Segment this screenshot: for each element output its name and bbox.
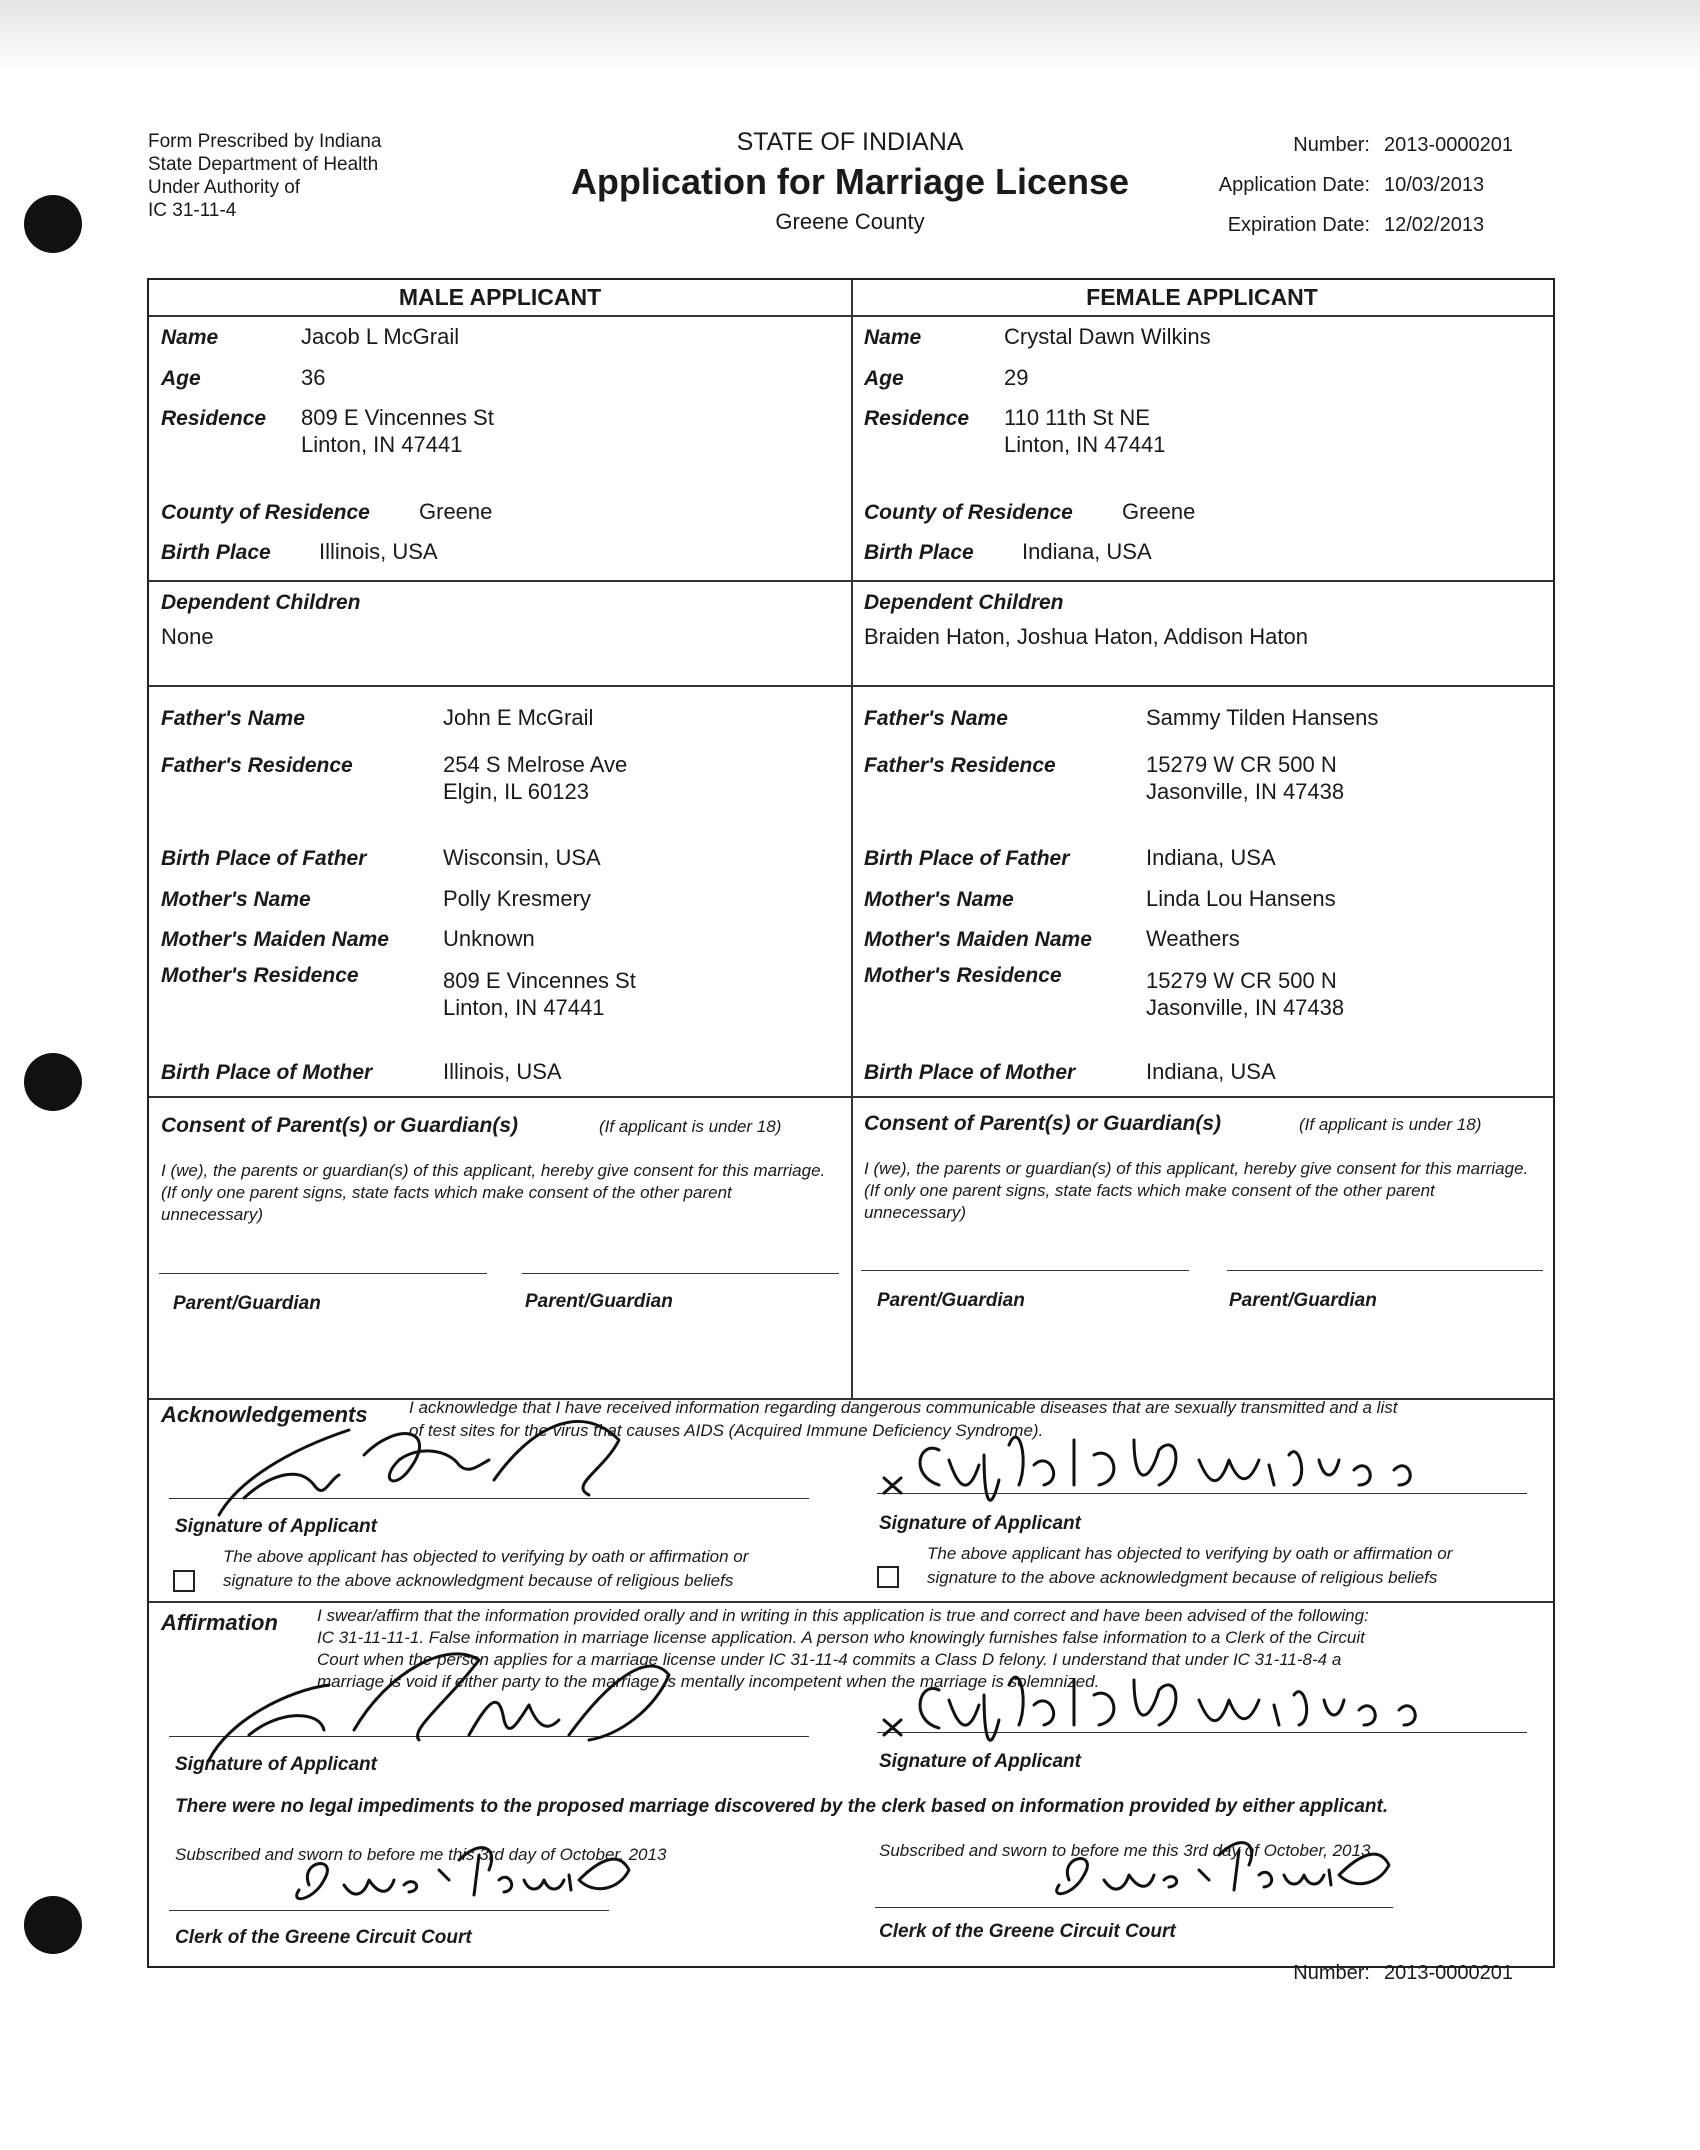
male-age-value: 36 xyxy=(301,365,326,390)
male-mothers-name-label: Mother's Name xyxy=(161,888,311,911)
male-subscribed-text: Subscribed and sworn to before me this 3rd day of October, 2013 xyxy=(175,1845,667,1864)
female-mothers-residence-line-1: 15279 W CR 500 N xyxy=(1146,968,1337,993)
male-fathers-name-label: Father's Name xyxy=(161,707,305,730)
footer-number xyxy=(1170,1962,1513,1985)
male-residence-line-2: Linton, IN 47441 xyxy=(301,432,463,457)
county-name: Greene County xyxy=(775,209,925,234)
acknowledgements-text-2: of test sites for the virus that causes AIDS (Acquired Immune Deficiency Syndrome). xyxy=(409,1421,1044,1440)
female-affirmation-signature-stroke xyxy=(884,1677,1415,1740)
punch-hole xyxy=(24,1053,82,1111)
state-name: STATE OF INDIANA xyxy=(736,128,964,156)
male-county-value: Greene xyxy=(419,499,493,524)
male-residence-line-1: 809 E Vincennes St xyxy=(301,405,494,430)
female-fathers-name-value: Sammy Tilden Hansens xyxy=(1146,705,1379,730)
male-mothers-maiden-name-value: Unknown xyxy=(443,926,535,951)
female-fathers-residence-line-1: 15279 W CR 500 N xyxy=(1146,752,1337,777)
male-fathers-residence-line-2: Elgin, IL 60123 xyxy=(443,779,589,804)
female-birth-place-father-value: Indiana, USA xyxy=(1146,845,1276,870)
application-form xyxy=(147,278,1555,1968)
female-parent-guardian-label: Parent/Guardian xyxy=(877,1290,1025,1311)
form-meta xyxy=(1170,134,1513,254)
handwritten-signatures xyxy=(149,280,1553,1966)
form-authority xyxy=(148,130,381,222)
male-name-value: Jacob L McGrail xyxy=(301,324,460,349)
application-date-value: 10/03/2013 xyxy=(1384,174,1485,196)
female-county-value: Greene xyxy=(1122,499,1196,524)
male-objection-text-2: signature to the above acknowledgment because of religious beliefs xyxy=(223,1571,734,1590)
female-ack-signature-stroke xyxy=(884,1437,1410,1500)
acknowledgements-title: Acknowledgements xyxy=(161,1402,368,1427)
affirmation-text-2: IC 31-11-11-1. False information in marriage license application. A person who knowingly furnishes false information to a Clerk of the Circuit xyxy=(317,1628,1365,1647)
application-date-row xyxy=(1170,174,1513,214)
female-consent-title: Consent of Parent(s) or Guardian(s) xyxy=(864,1112,1222,1135)
female-birth-place-value: Indiana, USA xyxy=(1022,539,1152,564)
male-birth-place-label: Birth Place xyxy=(161,541,271,564)
form-authority-line: Under Authority of xyxy=(148,177,301,198)
punch-hole xyxy=(24,195,82,253)
male-fathers-residence-label: Father's Residence xyxy=(161,754,353,777)
male-birth-place-father-label: Birth Place of Father xyxy=(161,847,367,870)
affirmation-text-4: marriage is void if either party to the marriage is mentally incompetent when the marriage is solemnized. xyxy=(317,1672,1100,1691)
form-authority-line: State Department of Health xyxy=(148,154,379,175)
male-consent-title: Consent of Parent(s) or Guardian(s) xyxy=(161,1114,519,1137)
affirmation-text-1: I swear/affirm that the information provided orally and in writing in this application is true and correct and have been advised of the following: xyxy=(317,1606,1369,1625)
number-row xyxy=(1170,134,1513,174)
male-mothers-residence-label: Mother's Residence xyxy=(161,964,359,987)
application-date-label: Application Date: xyxy=(1218,174,1370,196)
male-applicant-heading: MALE APPLICANT xyxy=(398,284,602,310)
male-mothers-name-value: Polly Kresmery xyxy=(443,886,591,911)
male-birth-place-value: Illinois, USA xyxy=(319,539,438,564)
male-parent-guardian-label: Parent/Guardian xyxy=(173,1293,321,1314)
expiration-date-row xyxy=(1170,214,1513,254)
female-residence-label: Residence xyxy=(864,407,970,430)
male-affirmation-signature-label: Signature of Applicant xyxy=(175,1754,377,1775)
female-fathers-name-label: Father's Name xyxy=(864,707,1008,730)
male-parent-guardian-label: Parent/Guardian xyxy=(525,1291,673,1312)
expiration-date-value: 12/02/2013 xyxy=(1384,214,1485,236)
female-mothers-name-value: Linda Lou Hansens xyxy=(1146,886,1336,911)
female-parent-guardian-label: Parent/Guardian xyxy=(1229,1290,1377,1311)
female-name-label: Name xyxy=(864,326,922,349)
female-affirmation-signature-label: Signature of Applicant xyxy=(879,1751,1081,1772)
male-fathers-name-value: John E McGrail xyxy=(443,705,594,730)
female-mothers-residence-line-2: Jasonville, IN 47438 xyxy=(1146,995,1345,1020)
female-mothers-residence-label: Mother's Residence xyxy=(864,964,1062,987)
form-authority-line: IC 31-11-4 xyxy=(148,200,237,221)
male-age-label: Age xyxy=(161,367,201,390)
male-fathers-residence-line-1: 254 S Melrose Ave xyxy=(443,752,628,777)
female-dependent-children-label: Dependent Children xyxy=(864,591,1064,614)
female-birth-place-father-label: Birth Place of Father xyxy=(864,847,1070,870)
female-residence-line-2: Linton, IN 47441 xyxy=(1004,432,1166,457)
male-objection-text-1: The above applicant has objected to verifying by oath or affirmation or xyxy=(223,1547,749,1566)
male-mothers-residence-line-2: Linton, IN 47441 xyxy=(443,995,605,1020)
female-birth-place-mother-label: Birth Place of Mother xyxy=(864,1061,1076,1084)
female-dependent-children-value: Braiden Haton, Joshua Haton, Addison Haton xyxy=(864,624,1308,649)
female-mothers-maiden-name-label: Mother's Maiden Name xyxy=(864,928,1092,951)
female-fathers-residence-line-2: Jasonville, IN 47438 xyxy=(1146,779,1345,804)
affirmation-text-3: Court when the person applies for a marriage license under IC 31-11-4 commits a Class D felony. I understand that under IC 31-11-8-4 a xyxy=(317,1650,1342,1669)
scan-shading xyxy=(0,0,1700,70)
female-residence-line-1: 110 11th St NE xyxy=(1004,405,1150,430)
female-birth-place-label: Birth Place xyxy=(864,541,974,564)
male-ack-signature-label: Signature of Applicant xyxy=(175,1516,377,1537)
male-residence-label: Residence xyxy=(161,407,267,430)
number-value: 2013-0000201 xyxy=(1384,134,1514,156)
acknowledgements-text-1: I acknowledge that I have received information regarding dangerous communicable diseases that are sexually transmitted and a list xyxy=(409,1398,1398,1417)
female-ack-signature-label: Signature of Applicant xyxy=(879,1513,1081,1534)
female-applicant-heading: FEMALE APPLICANT xyxy=(1086,284,1318,310)
female-mothers-maiden-name-value: Weathers xyxy=(1146,926,1240,951)
male-mothers-residence-line-1: 809 E Vincennes St xyxy=(443,968,636,993)
male-ack-signature-stroke xyxy=(219,1421,619,1515)
impediments-statement: There were no legal impediments to the proposed marriage discovered by the clerk based on information provided by either applicant. xyxy=(175,1796,1389,1817)
male-clerk-signature-stroke xyxy=(297,1848,629,1899)
page-title: Application for Marriage License xyxy=(570,161,1130,202)
number-label: Number: xyxy=(1293,134,1370,156)
male-mothers-maiden-name-label: Mother's Maiden Name xyxy=(161,928,389,951)
male-dependent-children-label: Dependent Children xyxy=(161,591,361,614)
female-clerk-label: Clerk of the Greene Circuit Court xyxy=(879,1921,1176,1942)
female-clerk-signature-stroke xyxy=(1057,1843,1389,1894)
male-consent-text: I (we), the parents or guardian(s) of this applicant, hereby give consent for this marriage. (If only one parent signs, state facts which make consent of the other parent unnecessary) xyxy=(161,1161,826,1224)
male-birth-place-father-value: Wisconsin, USA xyxy=(443,845,601,870)
female-subscribed-text: Subscribed and sworn to before me this 3rd day of October, 2013 xyxy=(879,1841,1371,1860)
female-objection-text-2: signature to the above acknowledgment because of religious beliefs xyxy=(927,1568,1438,1587)
female-objection-text-1: The above applicant has objected to verifying by oath or affirmation or xyxy=(927,1544,1453,1563)
punch-hole xyxy=(24,1896,82,1954)
male-dependent-children-value: None xyxy=(161,624,214,649)
female-age-label: Age xyxy=(864,367,904,390)
footer-number-label: Number: xyxy=(1293,1962,1370,1984)
male-county-label: County of Residence xyxy=(161,501,370,524)
form-authority-line: Form Prescribed by Indiana xyxy=(148,131,382,152)
female-consent-note: (If applicant is under 18) xyxy=(1299,1115,1482,1134)
male-name-label: Name xyxy=(161,326,219,349)
male-affirmation-signature-stroke xyxy=(209,1654,669,1760)
male-clerk-label: Clerk of the Greene Circuit Court xyxy=(175,1927,472,1948)
male-birth-place-mother-value: Illinois, USA xyxy=(443,1059,562,1084)
expiration-date-label: Expiration Date: xyxy=(1227,214,1370,236)
female-fathers-residence-label: Father's Residence xyxy=(864,754,1056,777)
female-name-value: Crystal Dawn Wilkins xyxy=(1004,324,1211,349)
female-consent-text: I (we), the parents or guardian(s) of this applicant, hereby give consent for this marriage. (If only one parent signs, state facts which make consent of the other parent unnecessary) xyxy=(864,1159,1529,1222)
male-consent-note: (If applicant is under 18) xyxy=(599,1117,782,1136)
affirmation-title: Affirmation xyxy=(161,1610,278,1635)
form-heading xyxy=(520,128,1180,235)
female-county-label: County of Residence xyxy=(864,501,1073,524)
female-mothers-name-label: Mother's Name xyxy=(864,888,1014,911)
male-birth-place-mother-label: Birth Place of Mother xyxy=(161,1061,373,1084)
footer-number-value: 2013-0000201 xyxy=(1384,1962,1514,1984)
female-age-value: 29 xyxy=(1004,365,1029,390)
female-birth-place-mother-value: Indiana, USA xyxy=(1146,1059,1276,1084)
